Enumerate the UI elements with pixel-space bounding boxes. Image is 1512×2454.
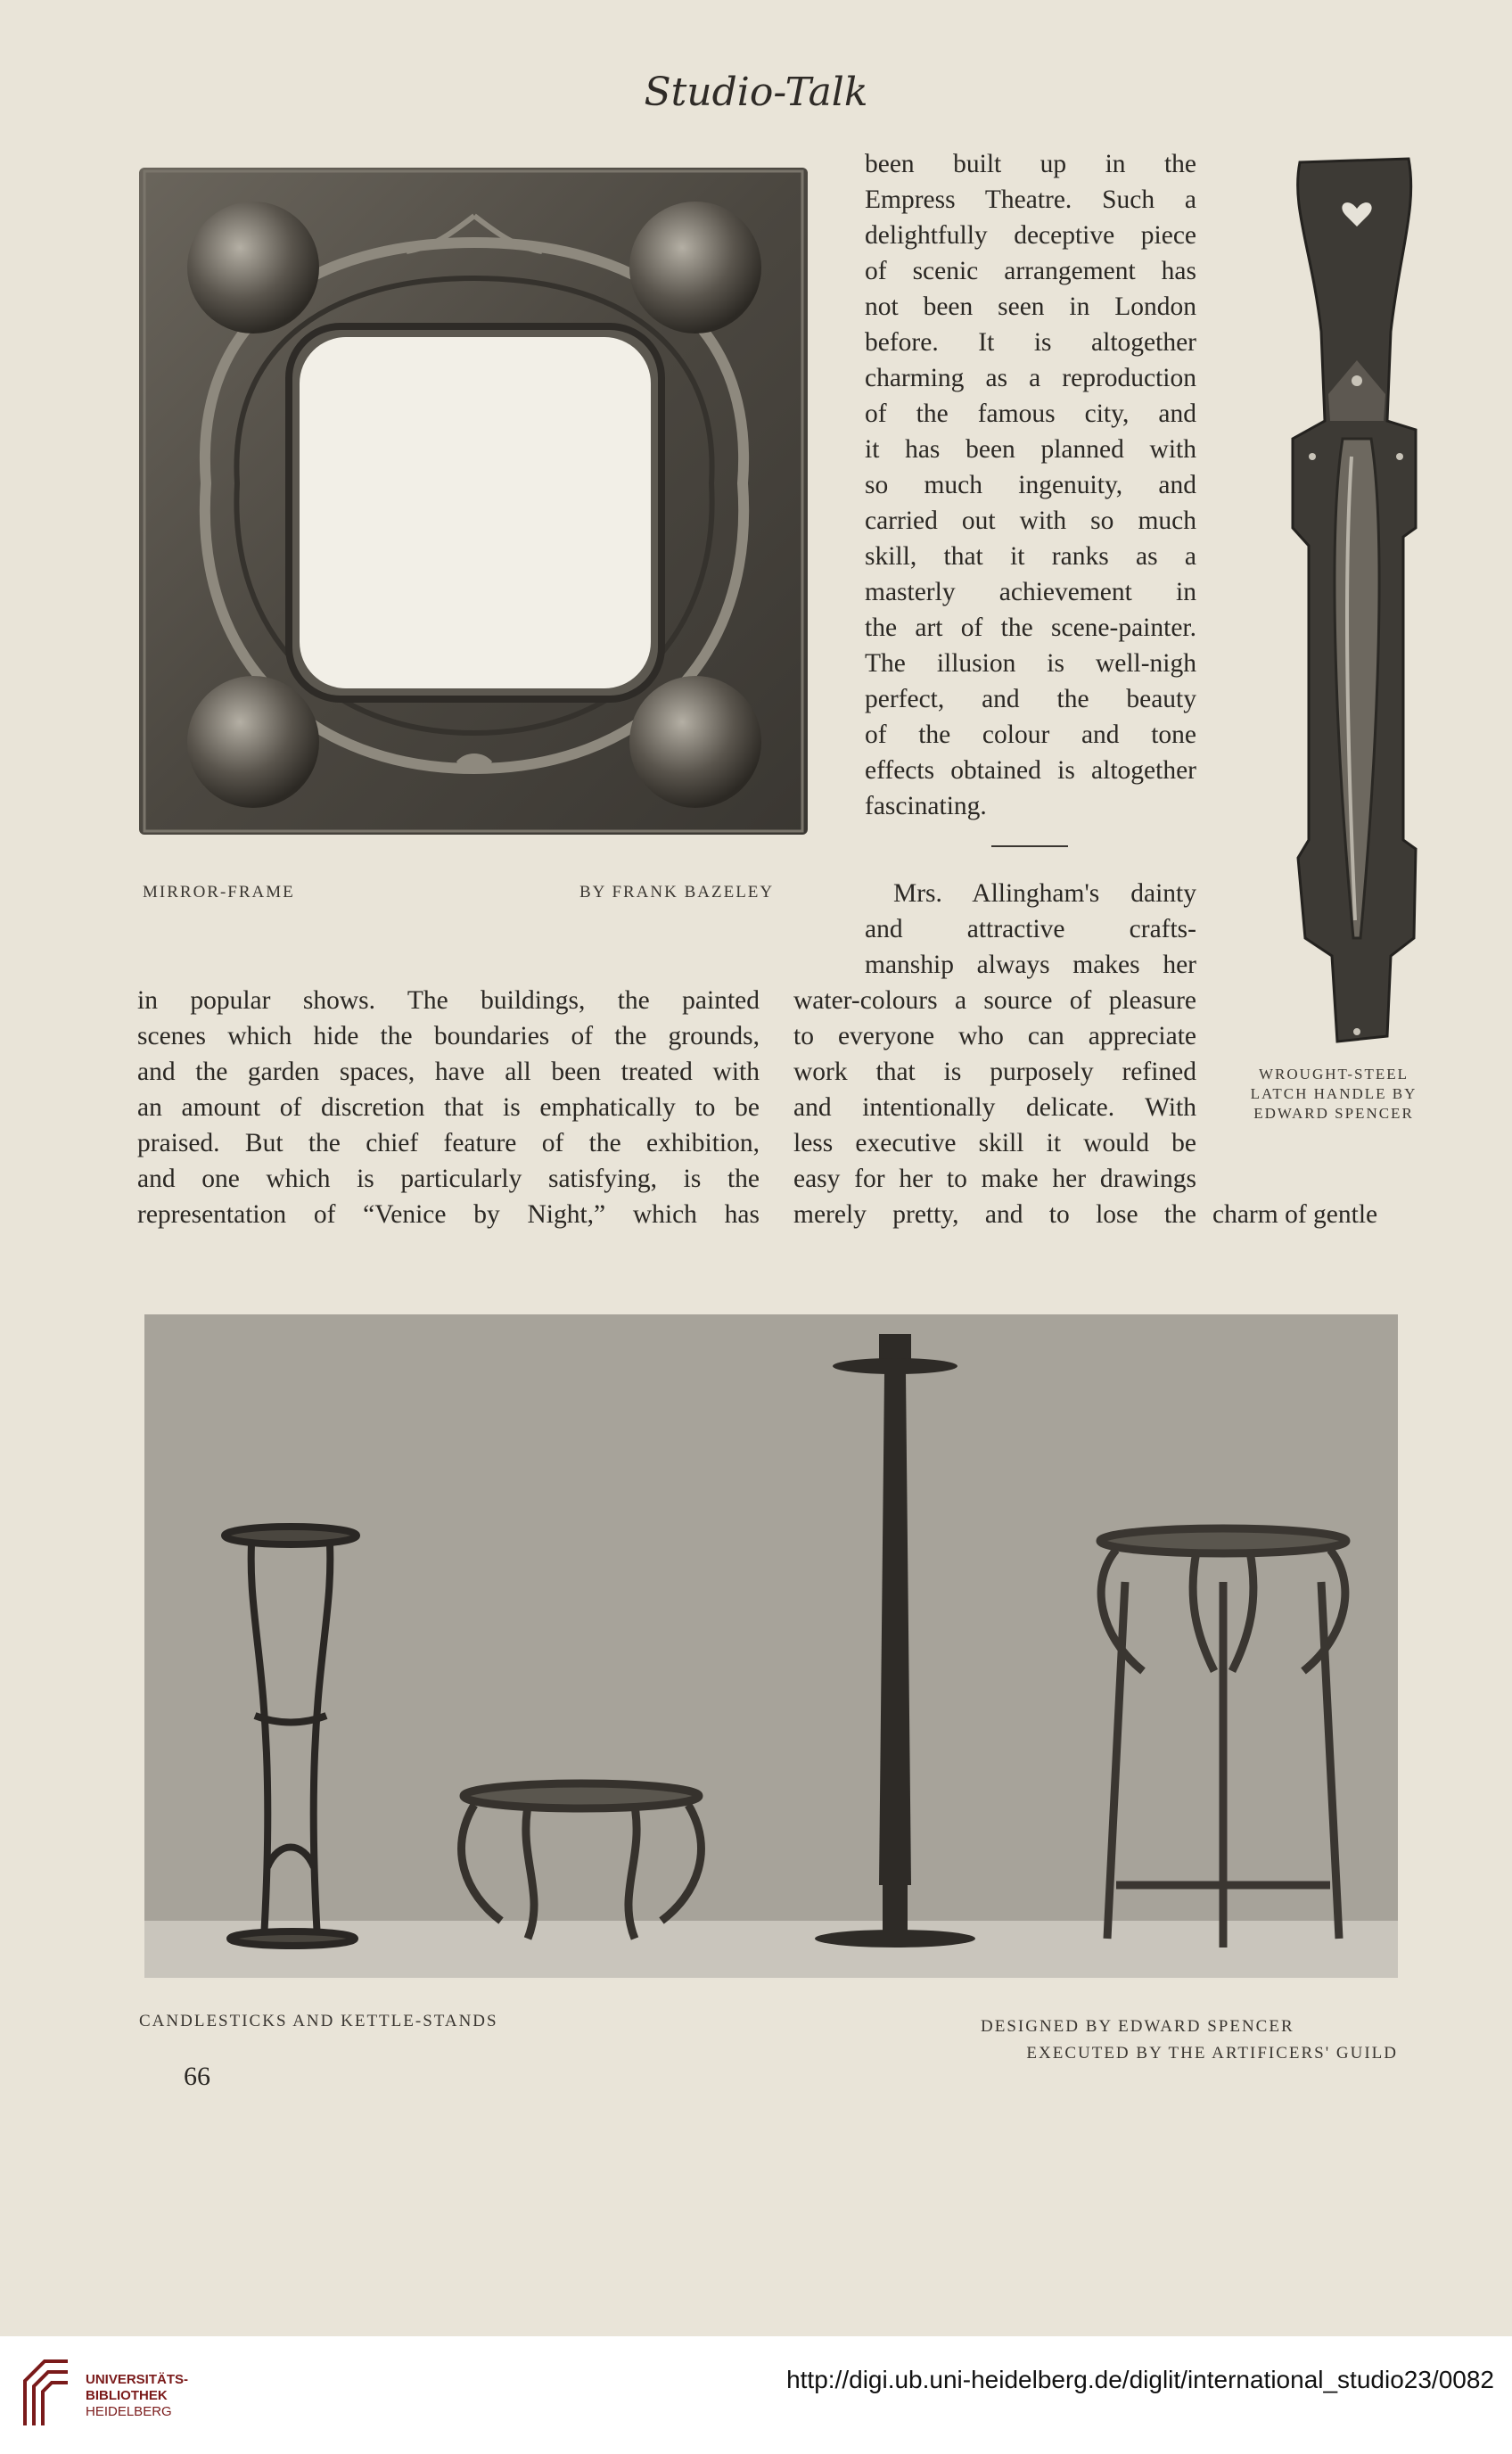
text-line: carried out with so much bbox=[865, 506, 1196, 535]
text-line: less executive skill it would be bbox=[793, 1129, 1196, 1157]
text-line: and attractive crafts- bbox=[865, 915, 1196, 943]
latch-handle-caption bbox=[1227, 1065, 1441, 1124]
text-line: of the famous city, and bbox=[865, 399, 1196, 428]
text-line: charming as a reproduction bbox=[865, 364, 1196, 392]
library-line: HEIDELBERG bbox=[86, 2404, 172, 2419]
text-line: Empress Theatre. Such a bbox=[865, 185, 1196, 214]
text-line: delightfully deceptive piece bbox=[865, 221, 1196, 250]
page-number: 66 bbox=[184, 2062, 210, 2091]
text-line: and one which is particularly satisfying, is the bbox=[137, 1165, 760, 1193]
text-line: to everyone who can appreciate bbox=[793, 1022, 1196, 1050]
source-url-link[interactable]: http://digi.ub.uni-heidelberg.de/diglit/international_studio23/0082 bbox=[786, 2366, 1494, 2393]
library-line: BIBLIOTHEK bbox=[86, 2388, 168, 2403]
text-line: merely pretty, and to lose the bbox=[793, 1200, 1196, 1229]
caption-line: LATCH HANDLE BY bbox=[1250, 1085, 1418, 1102]
text-line: manship always makes her bbox=[865, 951, 1196, 979]
text-line: effects obtained is altogether bbox=[865, 756, 1196, 785]
running-header: Studio-Talk bbox=[644, 70, 868, 115]
text-line: of scenic arrangement has bbox=[865, 257, 1196, 285]
text-line: Mrs. Allingham's dainty bbox=[893, 879, 1196, 908]
latch-handle-illustration bbox=[1266, 153, 1444, 1045]
section-rule bbox=[991, 845, 1068, 847]
text-line: in popular shows. The buildings, the painted bbox=[137, 986, 760, 1015]
candlesticks-caption: CANDLESTICKS AND KETTLE-STANDS bbox=[139, 2012, 498, 2030]
text-line: before. It is altogether bbox=[865, 328, 1196, 357]
text-line: scenes which hide the boundaries of the grounds, bbox=[137, 1022, 760, 1050]
text-line: representation of “Venice by Night,” which has bbox=[137, 1200, 760, 1229]
caption-line: WROUGHT-STEEL bbox=[1259, 1066, 1409, 1083]
text-line: it has been planned with bbox=[865, 435, 1196, 464]
text-line: easy for her to make her drawings bbox=[793, 1165, 1196, 1193]
text-line: not been seen in London bbox=[865, 292, 1196, 321]
text-line: perfect, and the beauty bbox=[865, 685, 1196, 713]
right-column-bottom bbox=[793, 876, 1196, 1232]
text-line: the art of the scene-painter. bbox=[865, 614, 1196, 642]
text-line: The illusion is well-nigh bbox=[865, 649, 1196, 678]
mirror-frame-illustration bbox=[139, 162, 809, 840]
text-line: masterly achievement in bbox=[865, 578, 1196, 606]
text-line: skill, that it ranks as a bbox=[865, 542, 1196, 571]
text-line: fascinating. bbox=[865, 792, 987, 820]
text-line: water-colours a source of pleasure bbox=[793, 986, 1196, 1015]
text-line: an amount of discretion that is emphatically to be bbox=[137, 1093, 760, 1122]
mirror-frame-photo bbox=[139, 162, 809, 840]
library-logo-icon bbox=[18, 2354, 75, 2433]
text-line: work that is purposely refined bbox=[793, 1058, 1196, 1086]
text-line: and intentionally delicate. With bbox=[793, 1093, 1196, 1122]
text-line: of the colour and tone bbox=[865, 721, 1196, 749]
footer-bar bbox=[0, 2336, 1512, 2454]
text-line: praised. But the chief feature of the exhibition, bbox=[137, 1129, 760, 1157]
caption-line: DESIGNED BY EDWARD SPENCER bbox=[981, 2017, 1294, 2036]
left-column bbox=[137, 983, 760, 1232]
text-line: so much ingenuity, and bbox=[865, 471, 1196, 499]
text-line-tail: charm of gentle bbox=[1212, 1200, 1378, 1229]
mirror-frame-credit: BY FRANK BAZELEY bbox=[579, 883, 775, 902]
candlesticks-photo bbox=[144, 1314, 1398, 1978]
right-column-top bbox=[865, 146, 1196, 824]
library-logo bbox=[18, 2354, 75, 2433]
candlesticks-credit bbox=[972, 2013, 1398, 2067]
candlesticks-illustration bbox=[144, 1314, 1398, 1978]
library-name bbox=[86, 2372, 188, 2420]
caption-line: EDWARD SPENCER bbox=[1253, 1105, 1414, 1122]
latch-handle-photo bbox=[1266, 153, 1444, 1045]
mirror-frame-caption: MIRROR-FRAME bbox=[143, 883, 295, 902]
text-line: been built up in the bbox=[865, 150, 1196, 178]
text-line: and the garden spaces, have all been treated with bbox=[137, 1058, 760, 1086]
library-line: UNIVERSITÄTS- bbox=[86, 2372, 189, 2387]
caption-line: EXECUTED BY THE ARTIFICERS' GUILD bbox=[1026, 2044, 1398, 2063]
